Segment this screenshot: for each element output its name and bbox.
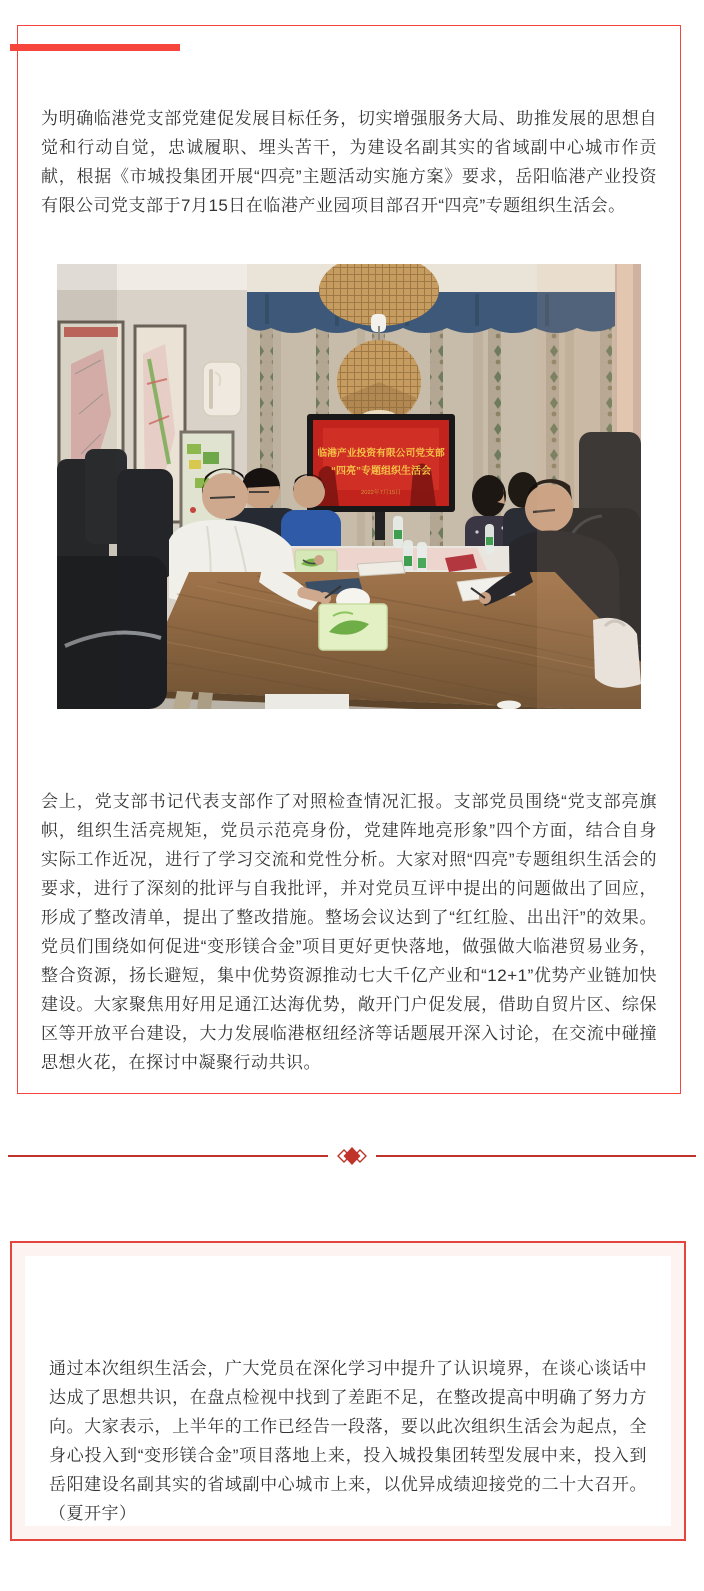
top-accent-bar: [10, 44, 180, 51]
article-box: [17, 25, 681, 1094]
tv-slide-date: 2022年7月15日: [361, 490, 401, 496]
table-pedestal: [265, 694, 349, 709]
diamond-ornament-icon: [330, 1146, 374, 1166]
closing-paragraph: 通过本次组织生活会，广大党员在深化学习中提升了认识境界，在谈心谈话中达成了思想共识，在盘点检视中找到了差距不足，在整改提高中明确了努力方向。大家表示，上半年的工作已经告一段落，要以此次组织生活会为起点，全身心投入到“变形镁合金”项目落地上来，投入城投集团转型发展中来，投入到岳阳建设名副其实的省域副中心城市上来，以优异成绩迎接党的二十大召开。（夏开宇）: [49, 1359, 647, 1523]
air-conditioner: [203, 362, 241, 416]
section-divider: [8, 1146, 696, 1166]
writing-hand-far: [314, 555, 324, 565]
intro-paragraph: 为明确临港党支部党建促发展目标任务，切实增强服务大局、助推发展的思想自觉和行动自觉，忠诚履职、埋头苦干，为建设名副其实的省域副中心城市作贡献，根据《市城投集团开展“四亮”主题活动实施方案》要求，岳阳临港产业投资有限公司党支部于7月15日在临港产业园项目部召开“四亮”专题组织生活会。: [41, 109, 657, 215]
tv-slide-title-line2: “四亮”专题组织生活会: [331, 466, 431, 477]
meeting-paragraph: 会上，党支部书记代表支部作了对照检查情况汇报。支部党员围绕“党支部亮旗帜，组织生活亮规矩，党员示范亮身份，党建阵地亮形象”四个方面，结合自身实际工作近况，进行了学习交流和党性分析。大家对照“四亮”专题组织生活会的要求，进行了深刻的批评与自我批评，并对党员互评中提出的问题做出了回应，形成了整改清单，提出了整改措施。整场会议达到了“红红脸、出出汗”的效果。党员们围绕如何促进“变形镁合金”项目更好更快落地，做强做大临港贸易业务，整合资源，扬长避短，集中优势资源推动七大千亿产业和“12+1”优势产业链加快建设。大家聚焦用好用足通江达海优势，敞开门户促发展，借助自贸片区、综保区等开放平台建设，大力发展临港枢纽经济等话题展开深入讨论，在交流中碰撞思想火花，在探讨中凝聚行动共识。: [41, 792, 657, 1072]
closing-box-inner: [25, 1256, 671, 1526]
tv-slide-title-line1: 临港产业投资有限公司党支部: [317, 448, 445, 459]
divider-line-left: [8, 1155, 328, 1157]
meeting-photo: [57, 264, 641, 709]
divider-line-right: [376, 1155, 696, 1157]
closing-box: [10, 1241, 686, 1541]
